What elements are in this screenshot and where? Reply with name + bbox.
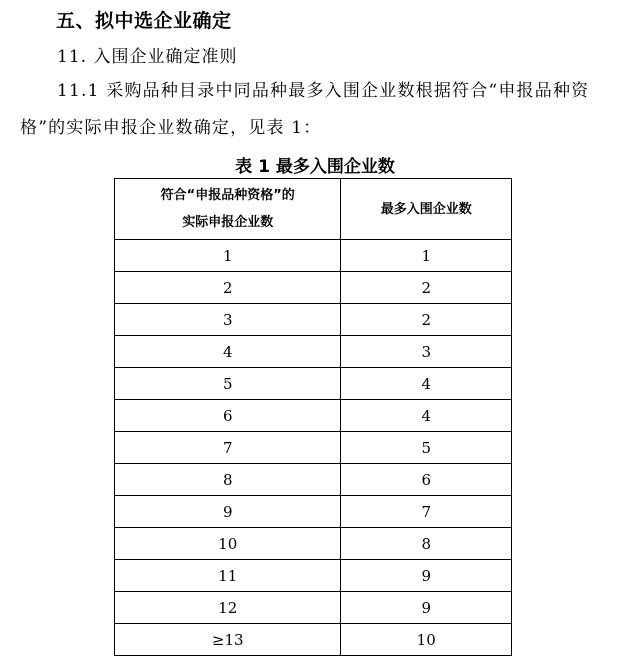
cell-applicants: 2 (115, 272, 341, 304)
section-heading: 五、拟中选企业确定 (56, 10, 232, 32)
max-selected-table (114, 178, 512, 656)
cell-max-selected: 8 (341, 528, 512, 560)
cell-applicants: 6 (115, 400, 341, 432)
table-row (115, 560, 512, 592)
table-caption: 表 1 最多入围企业数 (235, 157, 395, 177)
cell-max-selected: 3 (341, 336, 512, 368)
cell-max-selected: 5 (341, 432, 512, 464)
cell-applicants: 11 (115, 560, 341, 592)
cell-max-selected: 1 (341, 240, 512, 272)
cell-applicants: 8 (115, 464, 341, 496)
column-header-applicants (115, 179, 341, 240)
table-body (115, 240, 512, 656)
table-row (115, 272, 512, 304)
cell-max-selected: 10 (341, 624, 512, 656)
cell-applicants: 5 (115, 368, 341, 400)
table-row (115, 304, 512, 336)
cell-applicants: 1 (115, 240, 341, 272)
cell-applicants: 4 (115, 336, 341, 368)
cell-applicants: 3 (115, 304, 341, 336)
cell-applicants: 10 (115, 528, 341, 560)
table-row (115, 592, 512, 624)
subsection-heading: 11. 入围企业确定准则 (57, 47, 238, 67)
cell-max-selected: 4 (341, 368, 512, 400)
cell-applicants: 7 (115, 432, 341, 464)
table-row (115, 336, 512, 368)
cell-max-selected: 4 (341, 400, 512, 432)
table-row (115, 240, 512, 272)
cell-max-selected: 9 (341, 592, 512, 624)
cell-max-selected: 2 (341, 304, 512, 336)
cell-max-selected: 6 (341, 464, 512, 496)
column-header-applicants-line2: 实际申报企业数 (182, 215, 274, 230)
table-row (115, 368, 512, 400)
cell-applicants: 9 (115, 496, 341, 528)
table-row (115, 464, 512, 496)
cell-max-selected: 2 (341, 272, 512, 304)
table-header-row (115, 179, 512, 240)
column-header-max-selected: 最多入围企业数 (341, 179, 512, 240)
table-row (115, 400, 512, 432)
body-paragraph: 11.1 采购品种目录中同品种最多入围企业数根据符合“申报品种资格”的实际申报企业数确定，见表 1： (20, 81, 590, 138)
table-row (115, 496, 512, 528)
cell-applicants: ≥13 (115, 624, 341, 656)
cell-applicants: 12 (115, 592, 341, 624)
table-row (115, 624, 512, 656)
cell-max-selected: 7 (341, 496, 512, 528)
column-header-applicants-line1: 符合“申报品种资格”的 (160, 188, 295, 203)
cell-max-selected: 9 (341, 560, 512, 592)
table-row (115, 432, 512, 464)
table-row (115, 528, 512, 560)
